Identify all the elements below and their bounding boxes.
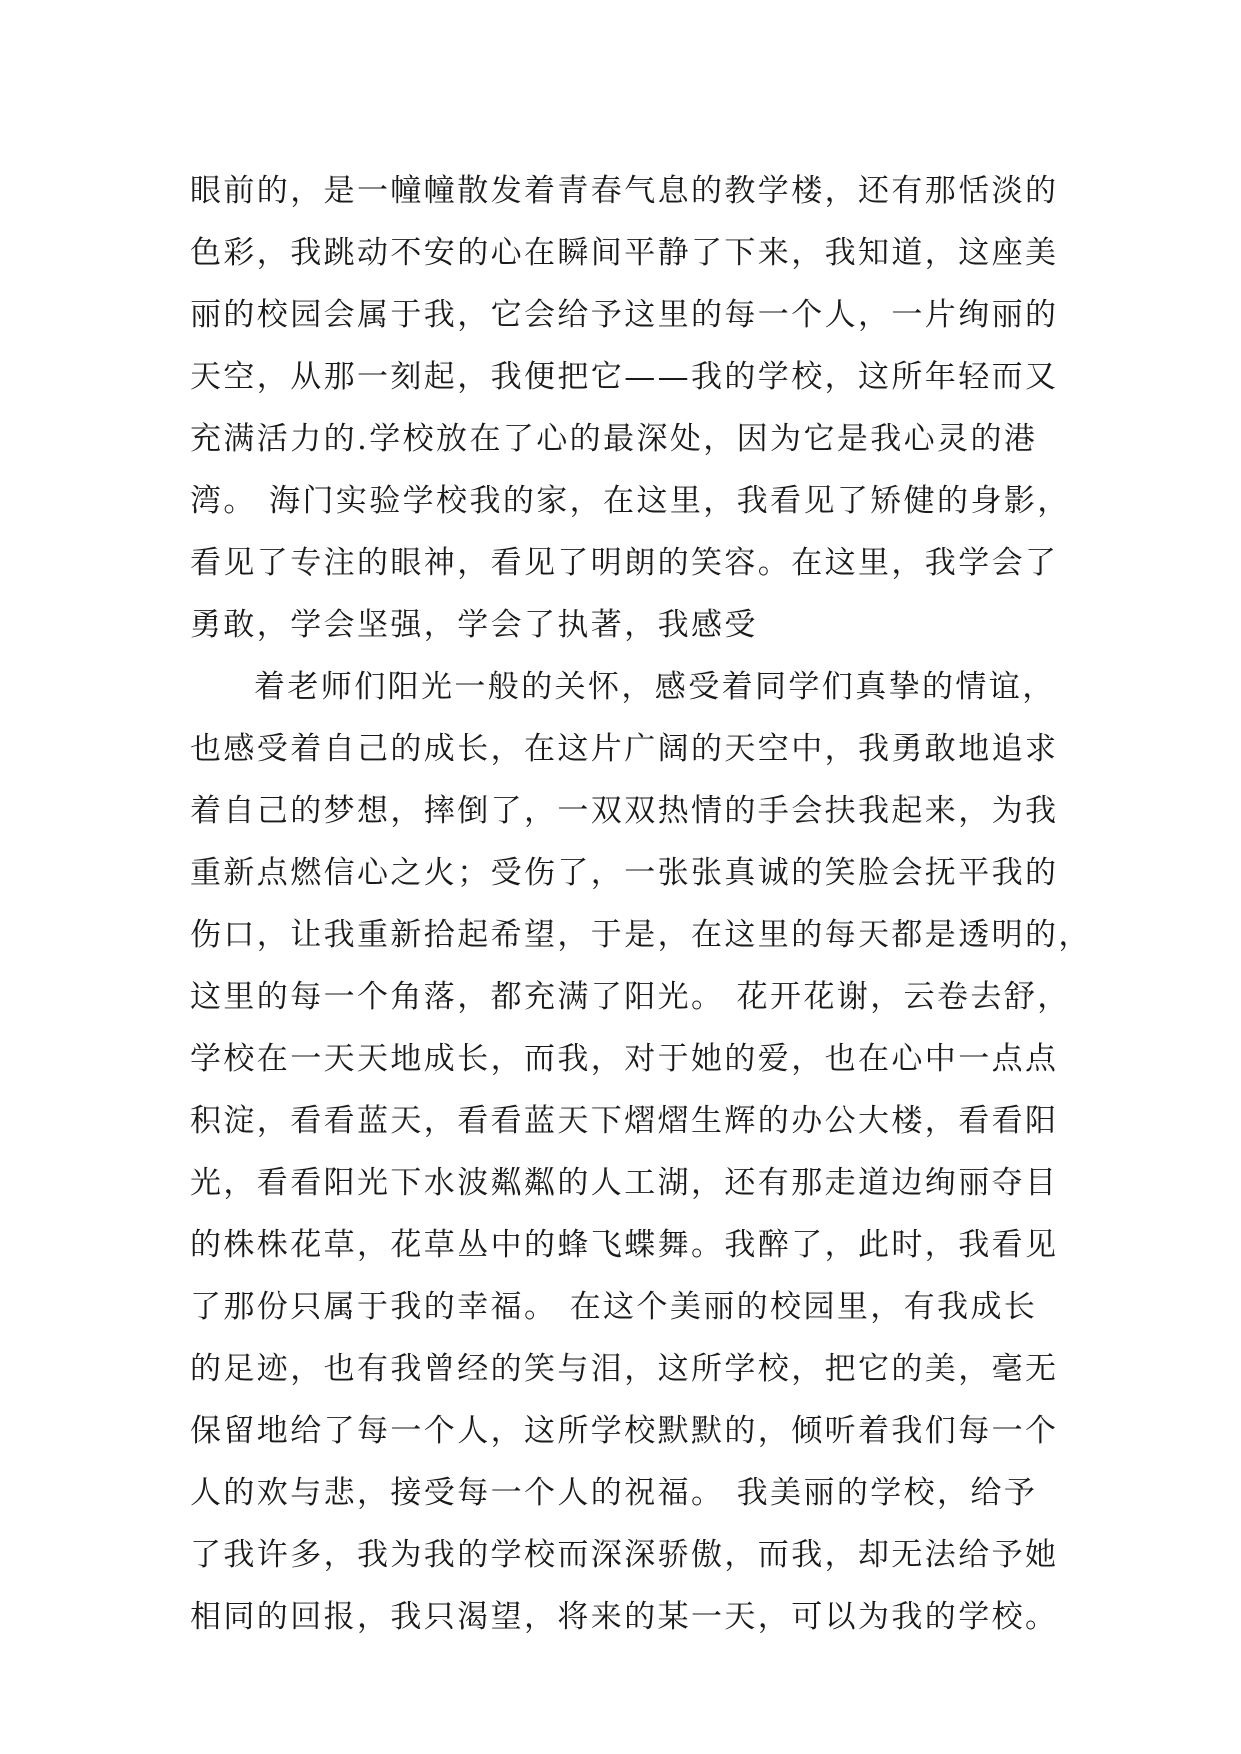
text-line: 了我许多，我为我的学校而深深骄傲，而我，却无法给予她	[190, 1537, 1059, 1573]
text-line: 丽的校园会属于我，它会给予这里的每一个人，一片绚丽的	[190, 297, 1059, 333]
body-text	[190, 160, 1092, 1648]
text-line: 了那份只属于我的幸福。 在这个美丽的校园里，有我成长	[190, 1289, 1038, 1325]
text-line: 着自己的梦想，摔倒了，一双双热情的手会扶我起来，为我	[190, 793, 1059, 829]
text-line: 光，看看阳光下水波粼粼的人工湖，还有那走道边绚丽夺目	[190, 1165, 1059, 1201]
text-line: 色彩，我跳动不安的心在瞬间平静了下来，我知道，这座美	[190, 235, 1059, 271]
text-line: 也感受着自己的成长，在这片广阔的天空中，我勇敢地追求	[190, 731, 1059, 767]
text-line: 看见了专注的眼神，看见了明朗的笑容。在这里，我学会了	[190, 545, 1059, 581]
text-line: 伤口，让我重新拾起希望，于是，在这里的每天都是透明的，	[190, 917, 1092, 953]
text-line: 相同的回报，我只渴望，将来的某一天，可以为我的学校。	[190, 1599, 1059, 1635]
text-line: 学校在一天天地成长，而我，对于她的爱，也在心中一点点	[190, 1041, 1059, 1077]
paragraph-first-line: 着老师们阳光一般的关怀，感受着同学们真挚的情谊，	[254, 669, 1056, 705]
text-line: 重新点燃信心之火；受伤了，一张张真诚的笑脸会抚平我的	[190, 855, 1059, 891]
text-line: 天空，从那一刻起，我便把它——我的学校，这所年轻而又	[190, 359, 1059, 395]
text-line: 湾。 海门实验学校我的家，在这里，我看见了矫健的身影，	[190, 483, 1071, 519]
text-line: 的足迹，也有我曾经的笑与泪，这所学校，把它的美，毫无	[190, 1351, 1059, 1387]
text-line: 保留地给了每一个人，这所学校默默的，倾听着我们每一个	[190, 1413, 1059, 1449]
text-line: 眼前的，是一幢幢散发着青春气息的教学楼，还有那恬淡的	[190, 173, 1059, 209]
text-line: 的株株花草，花草丛中的蜂飞蝶舞。我醉了，此时，我看见	[190, 1227, 1059, 1263]
text-line: 充满活力的.学校放在了心的最深处，因为它是我心灵的港	[190, 421, 1038, 457]
text-line: 积淀，看看蓝天，看看蓝天下熠熠生辉的办公大楼，看看阳	[190, 1103, 1059, 1139]
text-line: 勇敢，学会坚强，学会了执著，我感受	[190, 607, 758, 643]
text-line: 这里的每一个角落，都充满了阳光。 花开花谢，云卷去舒，	[190, 979, 1071, 1015]
text-line: 人的欢与悲，接受每一个人的祝福。 我美丽的学校，给予	[190, 1475, 1038, 1511]
